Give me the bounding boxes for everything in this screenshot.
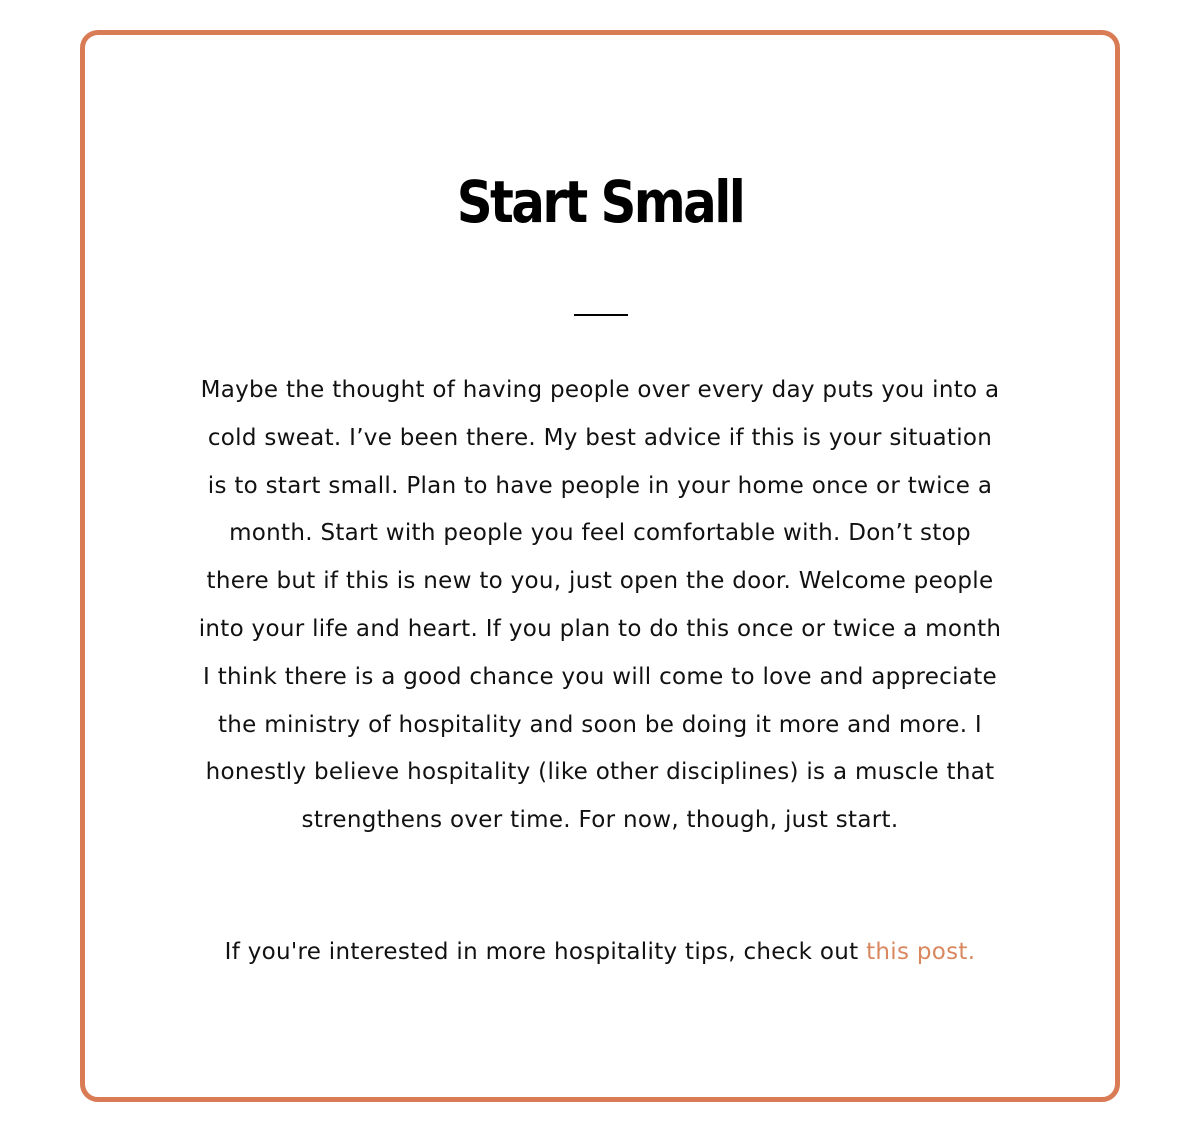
section-title: Start Small (456, 168, 744, 236)
body-paragraph: Maybe the thought of having people over every day puts you into a cold sweat. I’ve been there. My best advice if this is your situation is to start small. Plan to have people in your home once or twice a month. Start with people you feel comfortable with. Don’t stop there but if this is new to you, just open the door. Welcome people into your life and heart. If you plan to do this once or twice a month I think there is a good chance you will come to love and appreciate the ministry of hospitality and soon be doing it more and more. I honestly believe hospitality (like other disciplines) is a muscle that strengthens over time. For now, though, just start. (198, 377, 1002, 834)
this-post-link[interactable]: this post. (866, 939, 976, 965)
cta-text: If you're interested in more hospitality tips, check out (224, 939, 859, 965)
cta-paragraph (85, 939, 1115, 967)
title-divider (574, 314, 628, 316)
content-card (80, 30, 1120, 1102)
